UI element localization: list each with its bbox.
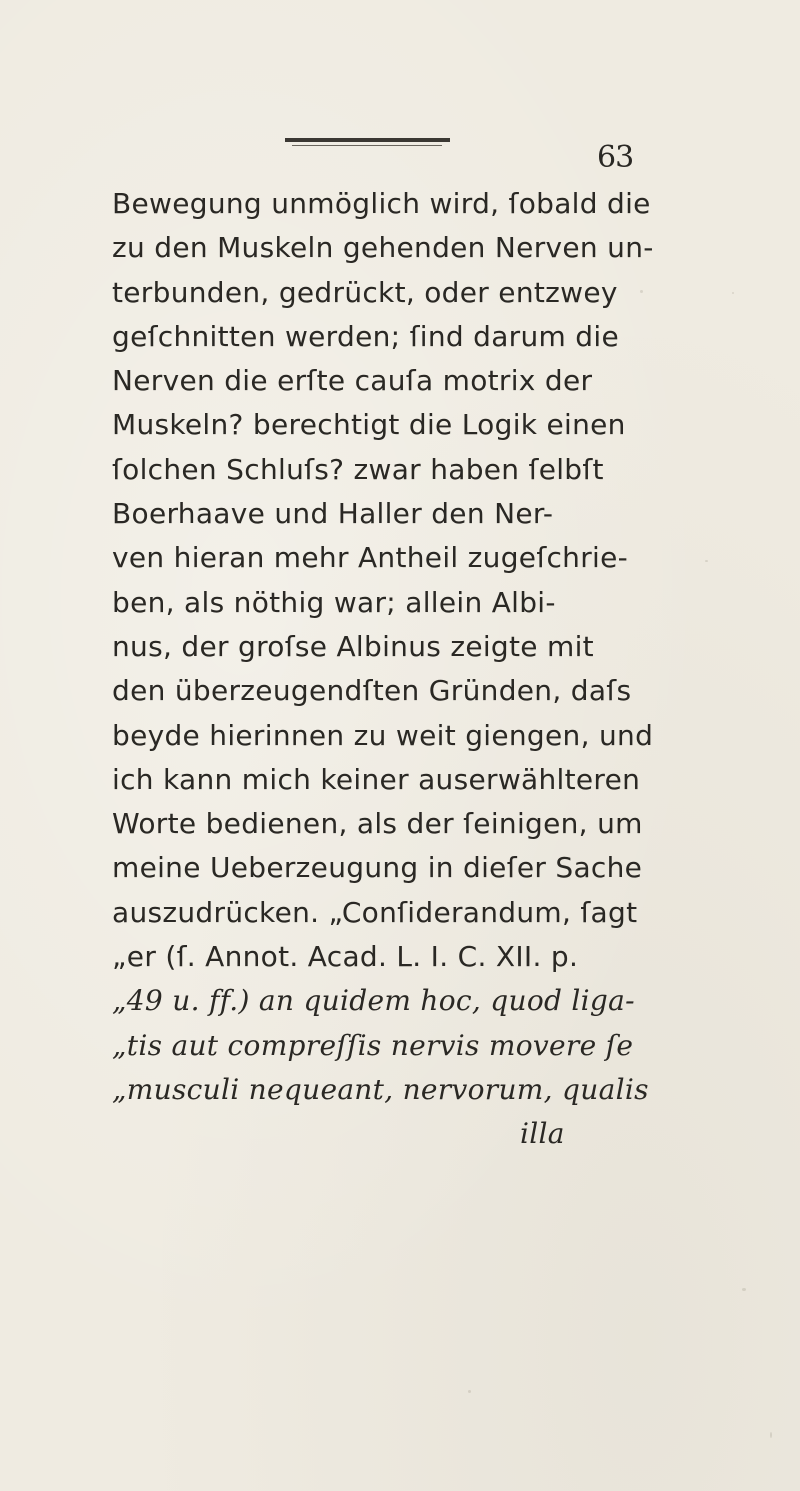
paper-speck: [640, 290, 643, 293]
text-line: Worte bedienen, als der ſeinigen, um: [112, 807, 643, 841]
paper-speck: [468, 1390, 471, 1393]
text-line: ſolchen Schluſs? zwar haben ſelbſt: [112, 452, 604, 486]
text-line: „musculi nequeant, nervorum, qualis: [112, 1072, 649, 1106]
header-rule-thin: [292, 145, 442, 146]
catchword: illa: [520, 1117, 565, 1151]
header-rule: [285, 138, 450, 142]
text-line: meine Ueberzeugung in dieſer Sache: [112, 851, 643, 885]
text-line: beyde hierinnen zu weit giengen, und: [112, 718, 654, 752]
text-line: den überzeugendſten Gründen, daſs: [112, 674, 632, 708]
text-line: ben, als nöthig war; allein Albi-: [112, 585, 556, 619]
text-line: terbunden, gedrückt, oder entzwey: [112, 275, 618, 309]
text-line: geſchnitten werden; ſind darum die: [112, 319, 619, 353]
text-line: ven hieran mehr Antheil zugeſchrie-: [112, 541, 629, 575]
paper-speck: [705, 560, 708, 562]
text-line: Bewegung unmöglich wird, ſobald die: [112, 187, 651, 220]
text-line: „tis aut compreſſis nervis movere ſe: [112, 1028, 634, 1062]
text-line: auszudrücken. „Conſiderandum, ſagt: [112, 895, 638, 929]
text-line: „49 u. ff.) an quidem hoc, quod liga-: [112, 984, 635, 1018]
text-line: ich kann mich keiner auserwählteren: [112, 762, 641, 796]
text-line: Nerven die erſte cauſa motrix der: [112, 364, 593, 398]
paper-speck: [742, 1288, 746, 1291]
page-number: 63: [597, 140, 634, 175]
text-line: zu den Muskeln gehenden Nerven un-: [112, 231, 654, 265]
paper-speck: [732, 292, 734, 294]
text-line: Boerhaave und Haller den Ner-: [112, 497, 554, 531]
text-line: Muskeln? berechtigt die Logik einen: [112, 408, 626, 442]
text-line: nus, der groſse Albinus zeigte mit: [112, 629, 594, 663]
body-text: [112, 182, 672, 1157]
text-line: „er (ſ. Annot. Acad. L. I. C. XII. p.: [112, 940, 579, 974]
paper-speck: [770, 1432, 772, 1438]
